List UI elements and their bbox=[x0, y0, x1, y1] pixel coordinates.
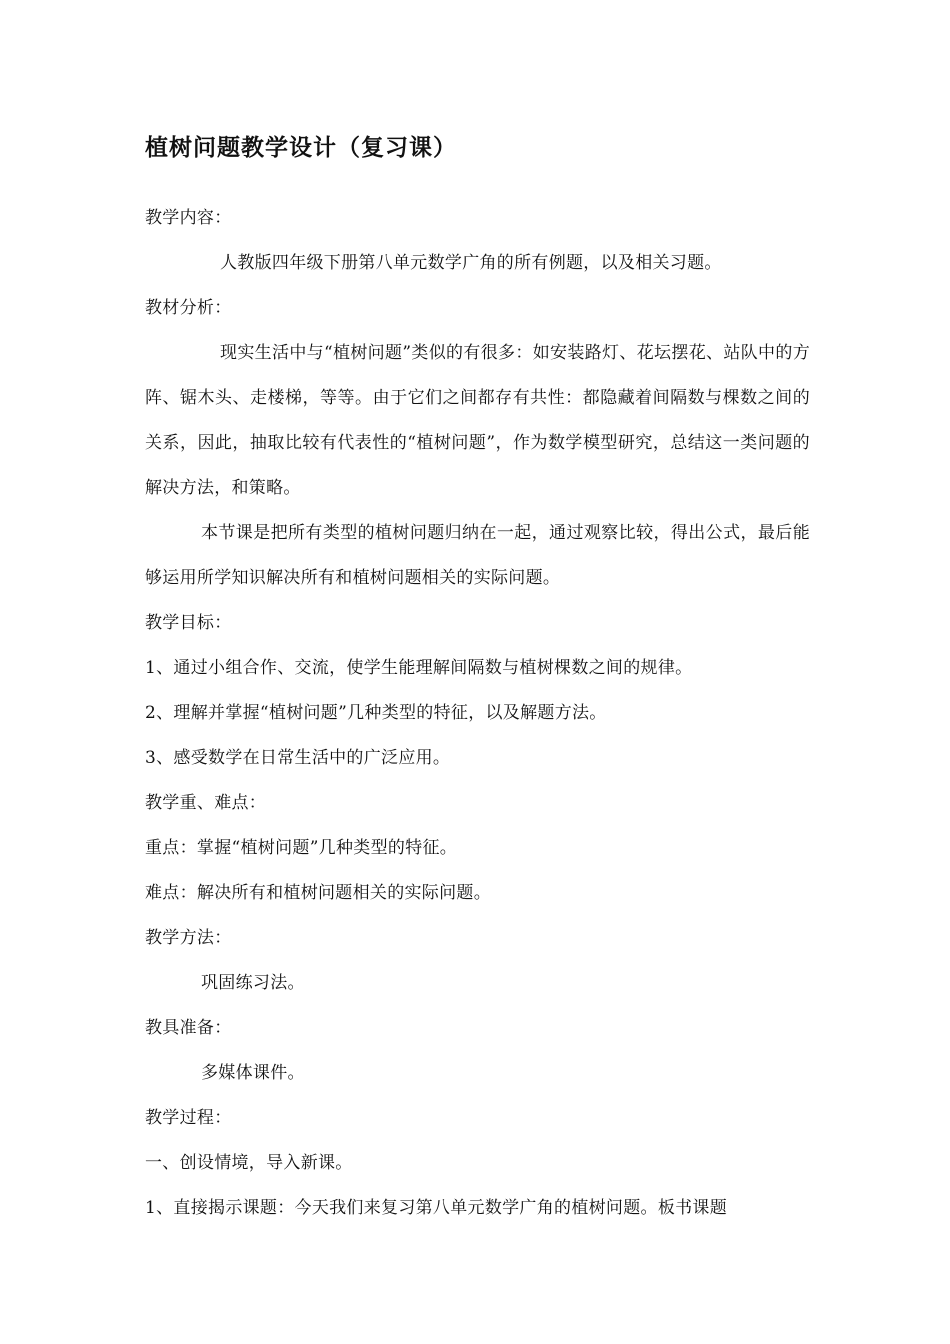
analysis-heading: 教材分析： bbox=[145, 298, 232, 318]
process-step-1-1: 1、直接揭示课题：今天我们来复习第八单元数学广角的植树问题。板书课题 bbox=[145, 1198, 728, 1218]
goals-heading: 教学目标： bbox=[145, 613, 232, 633]
goal-item-3: 3、感受数学在日常生活中的广泛应用。 bbox=[145, 748, 451, 768]
document-title: 植树问题教学设计（复习课） bbox=[145, 135, 457, 161]
goal-item-2: 2、理解并掌握“植树问题”几种类型的特征，以及解题方法。 bbox=[145, 703, 607, 723]
tools-text: 多媒体课件。 bbox=[201, 1063, 305, 1083]
goal-item-1: 1、通过小组合作、交流，使学生能理解间隔数与植树棵数之间的规律。 bbox=[145, 658, 693, 678]
method-text: 巩固练习法。 bbox=[201, 973, 305, 993]
process-heading: 教学过程： bbox=[145, 1108, 232, 1128]
difficult-point: 难点：解决所有和植树问题相关的实际问题。 bbox=[145, 883, 491, 903]
analysis-paragraph-2: 本节课是把所有类型的植树问题归纳在一起，通过观察比较，得出公式，最后能够运用所学知识解决所有和植树问题相关的实际问题。 bbox=[145, 523, 810, 588]
content-text: 人教版四年级下册第八单元数学广角的所有例题，以及相关习题。 bbox=[220, 253, 722, 273]
tools-heading: 教具准备： bbox=[145, 1018, 232, 1038]
key-difficult-heading: 教学重、难点： bbox=[145, 793, 267, 813]
key-point: 重点：掌握“植树问题”几种类型的特征。 bbox=[145, 838, 458, 858]
process-step-1: 一、创设情境，导入新课。 bbox=[145, 1153, 353, 1173]
content-heading: 教学内容： bbox=[145, 208, 232, 228]
method-heading: 教学方法： bbox=[145, 928, 232, 948]
analysis-paragraph-1: 现实生活中与“植树问题”类似的有很多：如安装路灯、花坛摆花、站队中的方阵、锯木头、走楼梯，等等。由于它们之间都存有共性：都隐藏着间隔数与棵数之间的关系，因此，抽取比较有代表性的“植树问题”，作为数学模型研究，总结这一类问题的解决方法，和策略。 bbox=[145, 343, 810, 498]
